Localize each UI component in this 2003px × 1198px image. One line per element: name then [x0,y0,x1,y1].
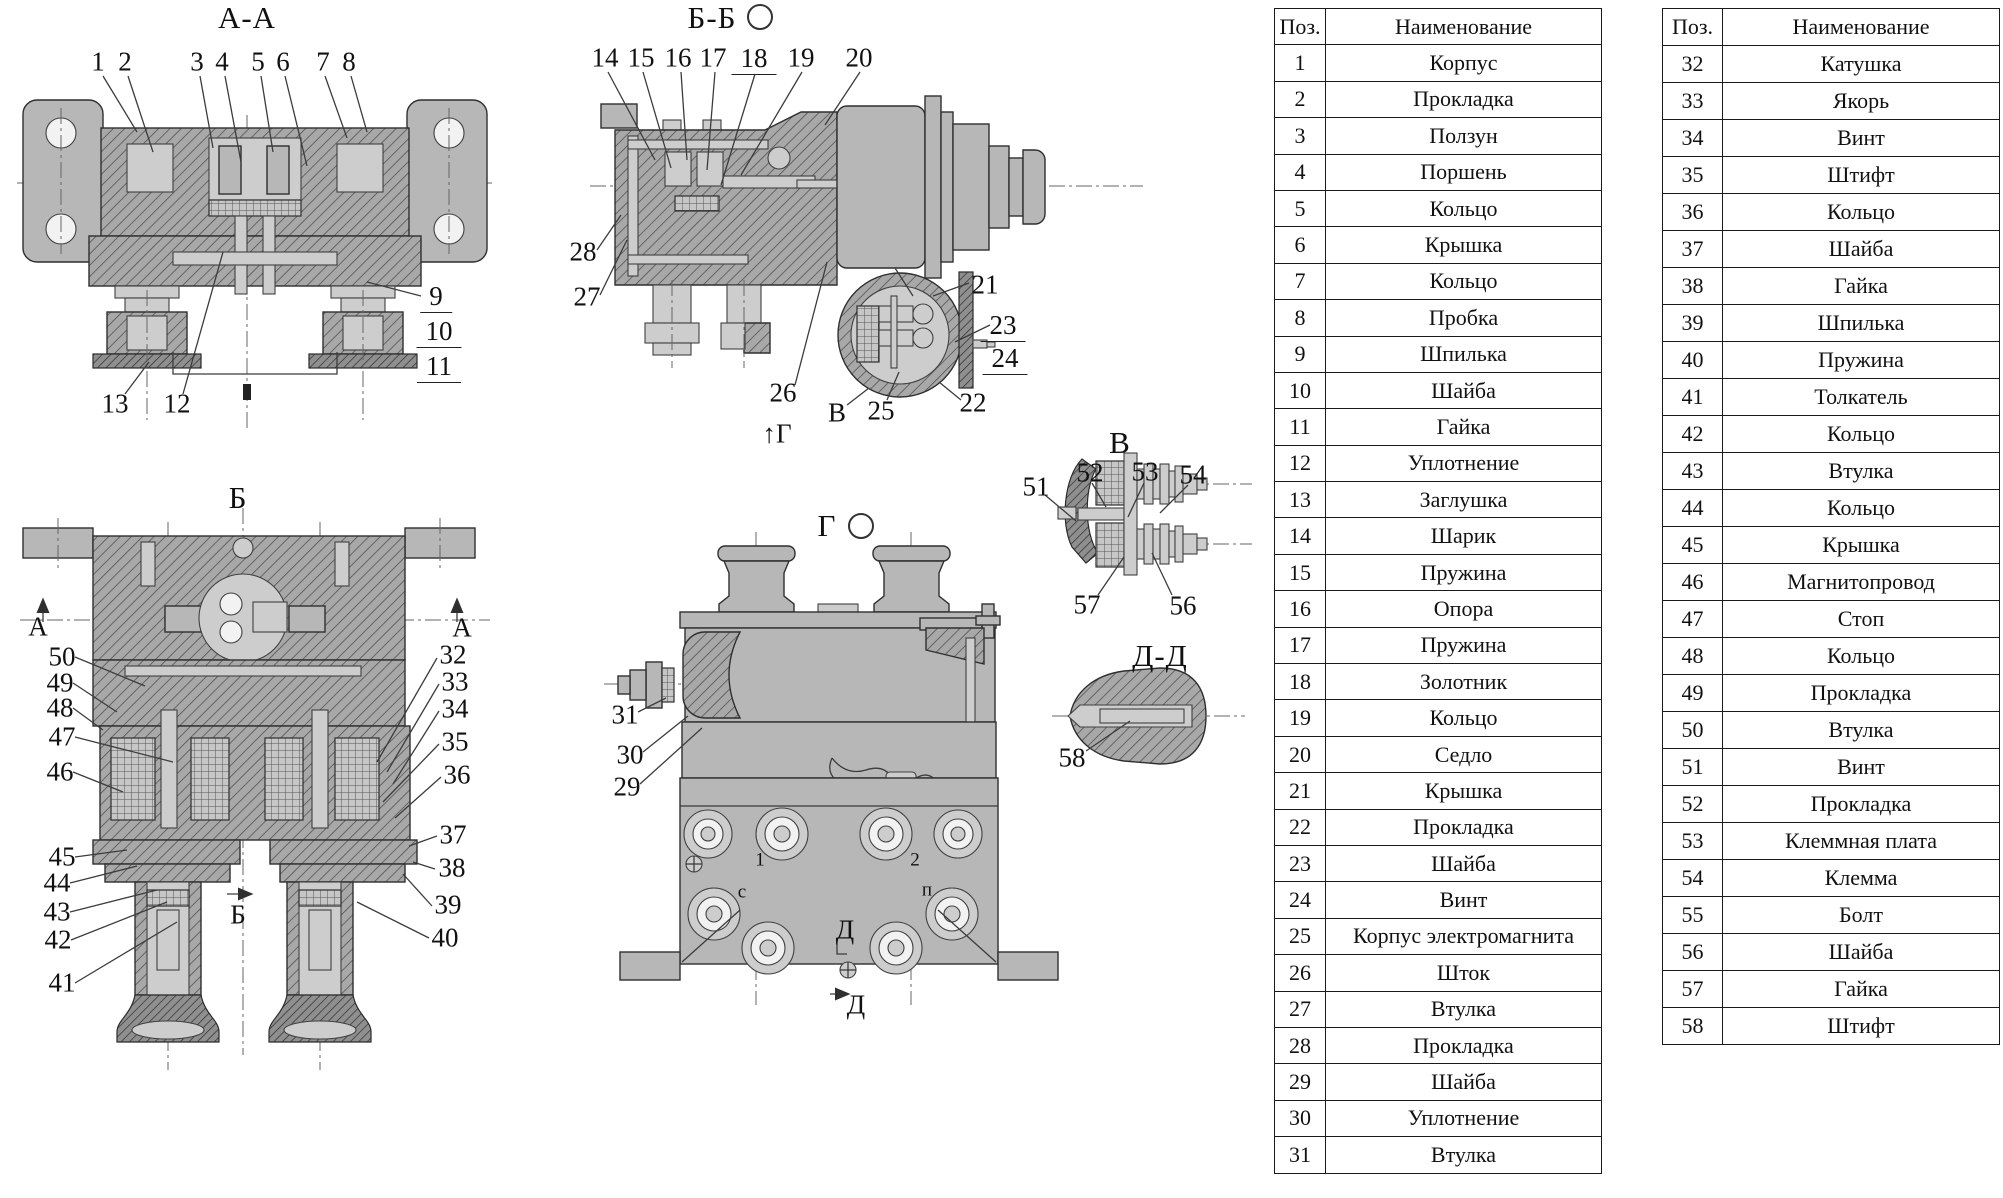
surface-circle-icon [747,4,773,30]
callout-п: п [921,879,933,901]
table-row [1663,712,2000,749]
parts-table-2 [1662,8,2000,1045]
callout-8: 8 [342,46,356,77]
pos-cell: 41 [1663,379,1723,416]
callout-14: 14 [591,42,619,73]
table-row [1663,194,2000,231]
callout-29: 29 [613,771,641,802]
pos-cell: 46 [1663,564,1723,601]
table-row [1663,601,2000,638]
table-row [1275,372,1602,408]
pos-cell: 35 [1663,157,1723,194]
callout-19: 19 [787,42,815,73]
table-row [1275,627,1602,663]
callout-А: А [452,612,472,643]
table-row [1275,445,1602,481]
pos-cell: 49 [1663,675,1723,712]
table-row [1275,591,1602,627]
callout-42: 42 [44,924,72,955]
callout-2: 2 [910,849,920,871]
pos-cell: 17 [1275,627,1326,663]
name-cell: Крышка [1723,527,2000,564]
table-row [1275,700,1602,736]
table-row [1663,231,2000,268]
pos-cell: 13 [1275,482,1326,518]
pos-cell: 47 [1663,601,1723,638]
pos-cell: 6 [1275,227,1326,263]
name-cell: Уплотнение [1326,445,1602,481]
callout-30: 30 [616,739,644,770]
name-cell: Кольцо [1723,490,2000,527]
callout-40: 40 [431,922,459,953]
table-row [1663,675,2000,712]
name-cell: Крышка [1326,227,1602,263]
table-row [1275,1137,1602,1173]
table-row [1663,823,2000,860]
view-title-a-a: А-А [217,0,277,35]
name-cell: Винт [1326,882,1602,918]
table-row [1663,786,2000,823]
pos-cell: 22 [1275,809,1326,845]
callout-52: 52 [1076,457,1104,488]
name-cell: Шпилька [1326,336,1602,372]
pos-cell: 48 [1663,638,1723,675]
callout-37: 37 [439,819,467,850]
pos-cell: 3 [1275,118,1326,154]
callout-27: 27 [573,281,601,312]
pos-cell: 33 [1663,83,1723,120]
callout-26: 26 [769,377,797,408]
pos-cell: 4 [1275,154,1326,190]
pos-cell: 51 [1663,749,1723,786]
table-row [1275,664,1602,700]
name-cell: Втулка [1326,1137,1602,1173]
callout-2: 2 [118,46,132,77]
name-cell: Втулка [1326,991,1602,1027]
name-cell: Уплотнение [1326,1100,1602,1136]
pos-cell: 52 [1663,786,1723,823]
callout-↑Г: ↑Г [762,418,792,449]
pos-cell: 57 [1663,971,1723,1008]
view-section-a-a [15,0,495,440]
callout-35: 35 [441,726,469,757]
table-row [1275,263,1602,299]
name-cell: Крышка [1326,773,1602,809]
table-row [1275,1064,1602,1100]
name-cell: Стоп [1723,601,2000,638]
table-row [1663,83,2000,120]
callout-44: 44 [43,867,71,898]
view-b-drawing [5,470,505,1080]
callout-4: 4 [215,46,229,77]
table-row [1275,409,1602,445]
callout-41: 41 [48,967,76,998]
name-cell: Прокладка [1326,1027,1602,1063]
callout-32: 32 [439,639,467,670]
pos-cell: 1 [1275,45,1326,81]
pos-cell: 10 [1275,372,1326,408]
callout-36: 36 [443,759,471,790]
callout-1: 1 [755,849,765,871]
name-cell: Клемма [1723,860,2000,897]
pos-cell: 54 [1663,860,1723,897]
pos-cell: 50 [1663,712,1723,749]
column-header: Наименование [1723,9,2000,46]
table-row [1275,227,1602,263]
callout-31: 31 [611,699,639,730]
name-cell: Пробка [1326,300,1602,336]
callout-21: 21 [971,269,999,300]
callout-9: 9 [420,283,452,313]
name-cell: Кольцо [1723,194,2000,231]
callout-45: 45 [48,841,76,872]
name-cell: Кольцо [1326,263,1602,299]
name-cell: Якорь [1723,83,2000,120]
callout-43: 43 [43,896,71,927]
table-row [1663,897,2000,934]
callout-15: 15 [627,42,655,73]
table-row [1275,845,1602,881]
pos-cell: 9 [1275,336,1326,372]
pos-cell: 16 [1275,591,1326,627]
pos-cell: 42 [1663,416,1723,453]
pos-cell: 27 [1275,991,1326,1027]
name-cell: Кольцо [1723,416,2000,453]
callout-54: 54 [1179,459,1207,490]
table-row [1275,482,1602,518]
table-row [1275,300,1602,336]
pos-cell: 56 [1663,934,1723,971]
table-row [1663,379,2000,416]
view-title-v: В [1109,425,1131,460]
callout-В: В [827,397,847,428]
name-cell: Втулка [1723,453,2000,490]
name-cell: Прокладка [1723,786,2000,823]
callout-25: 25 [867,395,895,426]
table-row [1275,554,1602,590]
pos-cell: 53 [1663,823,1723,860]
callout-20: 20 [845,42,873,73]
callout-с: с [737,881,747,903]
name-cell: Шайба [1723,934,2000,971]
column-header: Поз. [1275,9,1326,45]
table-row [1663,749,2000,786]
name-cell: Кольцо [1723,638,2000,675]
name-cell: Опора [1326,591,1602,627]
table-row [1275,1027,1602,1063]
pos-cell: 11 [1275,409,1326,445]
name-cell: Кольцо [1326,700,1602,736]
callout-11: 11 [417,353,461,383]
callout-Д: Д [846,989,866,1020]
name-cell: Гайка [1723,971,2000,1008]
callout-10: 10 [417,318,462,348]
table-row [1275,154,1602,190]
name-cell: Винт [1723,749,2000,786]
name-cell: Шпилька [1723,305,2000,342]
view-b [5,470,505,1080]
pos-cell: 24 [1275,882,1326,918]
pos-cell: 12 [1275,445,1326,481]
name-cell: Шайба [1326,845,1602,881]
name-cell: Болт [1723,897,2000,934]
pos-cell: 14 [1275,518,1326,554]
name-cell: Клеммная плата [1723,823,2000,860]
callout-Д: Д [835,914,855,945]
table-row [1663,157,2000,194]
table-row [1663,416,2000,453]
name-cell: Шайба [1326,1064,1602,1100]
view-title-g: Г [817,508,837,543]
detail-v [1020,425,1265,630]
name-cell: Корпус [1326,45,1602,81]
pos-cell: 43 [1663,453,1723,490]
table-row [1275,736,1602,772]
table-row [1275,809,1602,845]
table-row [1663,46,2000,83]
name-cell: Катушка [1723,46,2000,83]
pos-cell: 26 [1275,955,1326,991]
callout-38: 38 [438,852,466,883]
table-row [1275,336,1602,372]
column-header: Поз. [1663,9,1723,46]
name-cell: Седло [1326,736,1602,772]
table-row [1275,1100,1602,1136]
callout-34: 34 [441,693,469,724]
table-row [1663,342,2000,379]
table-row [1663,638,2000,675]
callout-12: 12 [163,388,191,419]
callout-39: 39 [434,889,462,920]
callout-56: 56 [1169,590,1197,621]
pos-cell: 58 [1663,1008,1723,1045]
callout-18: 18 [732,45,777,75]
table-row [1663,120,2000,157]
callout-А: А [28,611,48,642]
callout-23: 23 [981,312,1026,342]
pos-cell: 39 [1663,305,1723,342]
pos-cell: 38 [1663,268,1723,305]
pos-cell: 2 [1275,81,1326,117]
table-row [1275,81,1602,117]
table-row [1663,268,2000,305]
callout-5: 5 [251,46,265,77]
table-row [1275,882,1602,918]
column-header: Наименование [1326,9,1602,45]
table-row [1663,934,2000,971]
view-title-b-b: Б-Б [687,0,737,35]
table-row [1275,190,1602,226]
callout-6: 6 [276,46,290,77]
pos-cell: 30 [1275,1100,1326,1136]
name-cell: Ползун [1326,118,1602,154]
pos-cell: 32 [1663,46,1723,83]
callout-28: 28 [569,236,597,267]
pos-cell: 5 [1275,190,1326,226]
callout-53: 53 [1131,456,1159,487]
table-row [1663,490,2000,527]
table-row [1275,991,1602,1027]
callout-46: 46 [46,756,74,787]
name-cell: Прокладка [1723,675,2000,712]
callout-57: 57 [1073,589,1101,620]
pos-cell: 28 [1275,1027,1326,1063]
pos-cell: 31 [1275,1137,1326,1173]
name-cell: Шарик [1326,518,1602,554]
header-row [1663,9,2000,46]
pos-cell: 21 [1275,773,1326,809]
callout-50: 50 [48,641,76,672]
name-cell: Втулка [1723,712,2000,749]
name-cell: Штифт [1723,157,2000,194]
callout-33: 33 [441,666,469,697]
table-row [1275,45,1602,81]
table-row [1275,918,1602,954]
name-cell: Шайба [1723,231,2000,268]
pos-cell: 15 [1275,554,1326,590]
name-cell: Толкатель [1723,379,2000,416]
parts-table-1 [1274,8,1602,1174]
name-cell: Шток [1326,955,1602,991]
name-cell: Прокладка [1326,81,1602,117]
pos-cell: 18 [1275,664,1326,700]
callout-22: 22 [959,387,987,418]
pos-cell: 44 [1663,490,1723,527]
table-row [1663,453,2000,490]
detail-d-d [1040,635,1260,800]
name-cell: Заглушка [1326,482,1602,518]
pos-cell: 34 [1663,120,1723,157]
view-title-d-d: Д-Д [1132,638,1188,673]
callout-58: 58 [1058,742,1086,773]
pos-cell: 23 [1275,845,1326,881]
table-row [1663,564,2000,601]
name-cell: Пружина [1723,342,2000,379]
name-cell: Кольцо [1326,190,1602,226]
pos-cell: 25 [1275,918,1326,954]
callout-24: 24 [983,345,1028,375]
callout-7: 7 [316,46,330,77]
pos-cell: 55 [1663,897,1723,934]
callout-1: 1 [91,46,105,77]
table-row [1275,773,1602,809]
callout-48: 48 [46,692,74,723]
callout-49: 49 [46,667,74,698]
pos-cell: 19 [1275,700,1326,736]
header-row [1275,9,1602,45]
callout-47: 47 [48,721,76,752]
callout-17: 17 [699,42,727,73]
pos-cell: 29 [1275,1064,1326,1100]
table-row [1275,118,1602,154]
callout-3: 3 [190,46,204,77]
table-row [1275,518,1602,554]
callout-16: 16 [664,42,692,73]
table-row [1663,527,2000,564]
name-cell: Штифт [1723,1008,2000,1045]
view-section-b-b [535,0,1150,450]
name-cell: Шайба [1326,372,1602,408]
table-row [1663,1008,2000,1045]
pos-cell: 7 [1275,263,1326,299]
callout-13: 13 [101,388,129,419]
table-row [1275,955,1602,991]
name-cell: Золотник [1326,664,1602,700]
name-cell: Корпус электромагнита [1326,918,1602,954]
pos-cell: 37 [1663,231,1723,268]
pos-cell: 45 [1663,527,1723,564]
table-row [1663,305,2000,342]
name-cell: Поршень [1326,154,1602,190]
pos-cell: 40 [1663,342,1723,379]
name-cell: Магнитопровод [1723,564,2000,601]
pos-cell: 20 [1275,736,1326,772]
name-cell: Прокладка [1326,809,1602,845]
name-cell: Гайка [1723,268,2000,305]
name-cell: Гайка [1326,409,1602,445]
name-cell: Пружина [1326,627,1602,663]
table-row [1663,860,2000,897]
callout-Б: Б [230,899,246,930]
callout-51: 51 [1022,471,1050,502]
view-title-b: Б [228,480,248,515]
name-cell: Винт [1723,120,2000,157]
table-row [1663,971,2000,1008]
surface-circle-icon [848,513,874,539]
name-cell: Пружина [1326,554,1602,590]
pos-cell: 8 [1275,300,1326,336]
pos-cell: 36 [1663,194,1723,231]
